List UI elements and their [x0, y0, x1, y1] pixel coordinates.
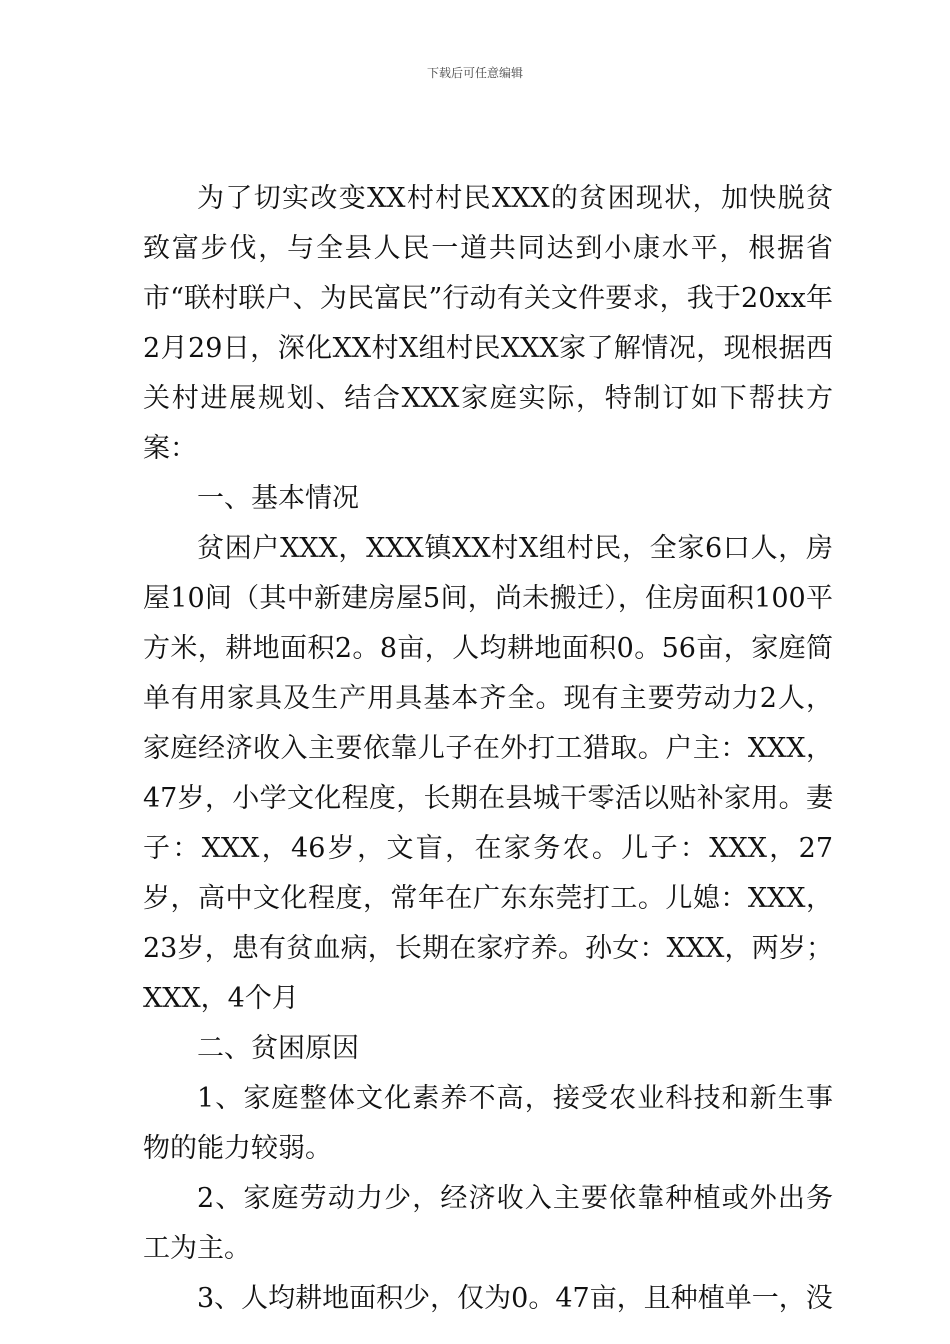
poverty-cause-item-1: 1、家庭整体文化素养不高，接受农业科技和新生事物的能力较弱。 — [143, 1083, 833, 1164]
poverty-cause-item-2: 2、家庭劳动力少，经济收入主要依靠种植或外出务工为主。 — [143, 1183, 833, 1264]
basic-info-paragraph: 贫困户XXX，XXX镇XX村X组村民，全家6口人，房屋10间（其中新建房屋5间，尚未搬迁），住房面积100平方米，耕地面积2。8亩，人均耕地面积0。56亩，家庭简单有用家具及生产用具基本齐全。现有主要劳动力2人，家庭经济收入主要依靠儿子在外打工猎取。户主：XXX，47岁，小学文化程度，长期在县城干零活以贴补家用。妻子：XXX，46岁，文盲，在家务农。儿子：XXX，27岁，高中文化程度，常年在广东东莞打工。儿媳：XXX，23岁，患有贫血病，长期在家疗养。孙女：XXX，两岁；XXX，4个月 — [143, 533, 833, 1014]
document-body — [143, 174, 833, 1324]
poverty-cause-item-3: 3、人均耕地面积少，仅为0。47亩，且种植单一，没 — [197, 1283, 833, 1314]
section-heading-basic-info: 一、基本情况 — [197, 483, 359, 514]
page-header-note: 下载后可任意编辑 — [426, 66, 523, 80]
intro-paragraph: 为了切实改变XX村村民XXX的贫困现状，加快脱贫致富步伐，与全县人民一道共同达到小康水平，根据省市“联村联户、为民富民”行动有关文件要求，我于20xx年2月29日，深化XX村X组村民XXX家了解情况，现根据西关村进展规划、结合XXX家庭实际，特制订如下帮扶方案： — [143, 183, 833, 464]
section-heading-poverty-causes: 二、贫困原因 — [197, 1033, 359, 1064]
